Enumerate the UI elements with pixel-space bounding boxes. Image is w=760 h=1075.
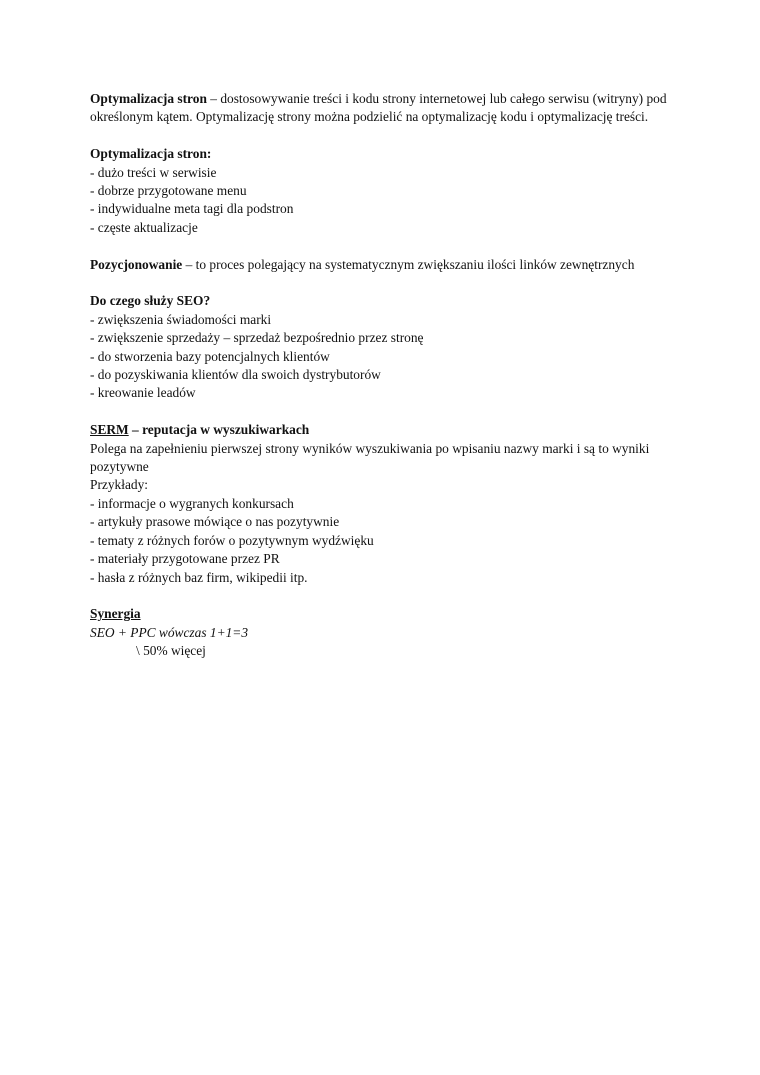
list-item: - materiały przygotowane przez PR <box>90 551 280 567</box>
list-item: - częste aktualizacje <box>90 219 198 235</box>
list-item: - do pozyskiwania klientów dla swoich dystrybutorów <box>90 367 381 383</box>
list-item: - informacje o wygranych konkursach <box>90 495 294 511</box>
serm-heading <box>90 421 680 439</box>
spacer <box>90 403 680 421</box>
list-item: - hasła z różnych baz firm, wikipedii itp. <box>90 569 308 585</box>
list-item: - tematy z różnych forów o pozytywnym wydźwięku <box>90 532 374 548</box>
list-item: - indywidualne meta tagi dla podstron <box>90 201 294 217</box>
serm-description: Polega na zapełnieniu pierwszej strony wyników wyszukiwania po wpisaniu nazwy marki i są to wyniki pozytywne <box>90 440 650 475</box>
spacer <box>90 587 680 605</box>
positioning-term: Pozycjonowanie <box>90 256 183 272</box>
positioning-definition-text: – to proces polegający na systematycznym zwiększaniu ilości linków zewnętrznych <box>182 256 635 272</box>
list-item: - zwiększenia świadomości marki <box>90 311 272 327</box>
serm-heading-rest: – reputacja w wyszukiwarkach <box>128 422 310 438</box>
optimization-term: Optymalizacja stron <box>90 91 207 106</box>
list-item: - do stworzenia bazy potencjalnych klientów <box>90 348 330 364</box>
document-body <box>90 90 680 661</box>
seo-purpose-heading: Do czego służy SEO? <box>90 293 211 309</box>
list-item: - dobrze przygotowane menu <box>90 183 247 199</box>
optimization-definition <box>90 90 680 127</box>
spacer <box>90 274 680 292</box>
list-item: - artykuły prasowe mówiące o nas pozytywnie <box>90 514 340 530</box>
spacer <box>90 237 680 255</box>
positioning-definition <box>90 256 680 274</box>
synergy-formula: SEO + PPC wówczas 1+1=3 <box>90 624 249 640</box>
optimization-list-heading: Optymalizacja stron: <box>90 146 212 162</box>
list-item: - kreowanie leadów <box>90 385 196 401</box>
serm-acronym: SERM <box>90 422 129 438</box>
synergy-heading: Synergia <box>90 606 141 622</box>
list-item: - zwiększenie sprzedaży – sprzedaż bezpośrednio przez stronę <box>90 330 424 346</box>
list-item: - dużo treści w serwisie <box>90 164 217 180</box>
optimization-definition-text: – dostosowywanie treści i kodu strony internetowej lub całego serwisu (witryny) pod określonym kątem. Optymalizację strony można podzielić na optymalizację kodu i optymalizację treści. <box>90 91 667 125</box>
serm-examples-label: Przykłady: <box>90 477 149 493</box>
synergy-note: \ 50% więcej <box>136 643 206 659</box>
spacer <box>90 127 680 145</box>
